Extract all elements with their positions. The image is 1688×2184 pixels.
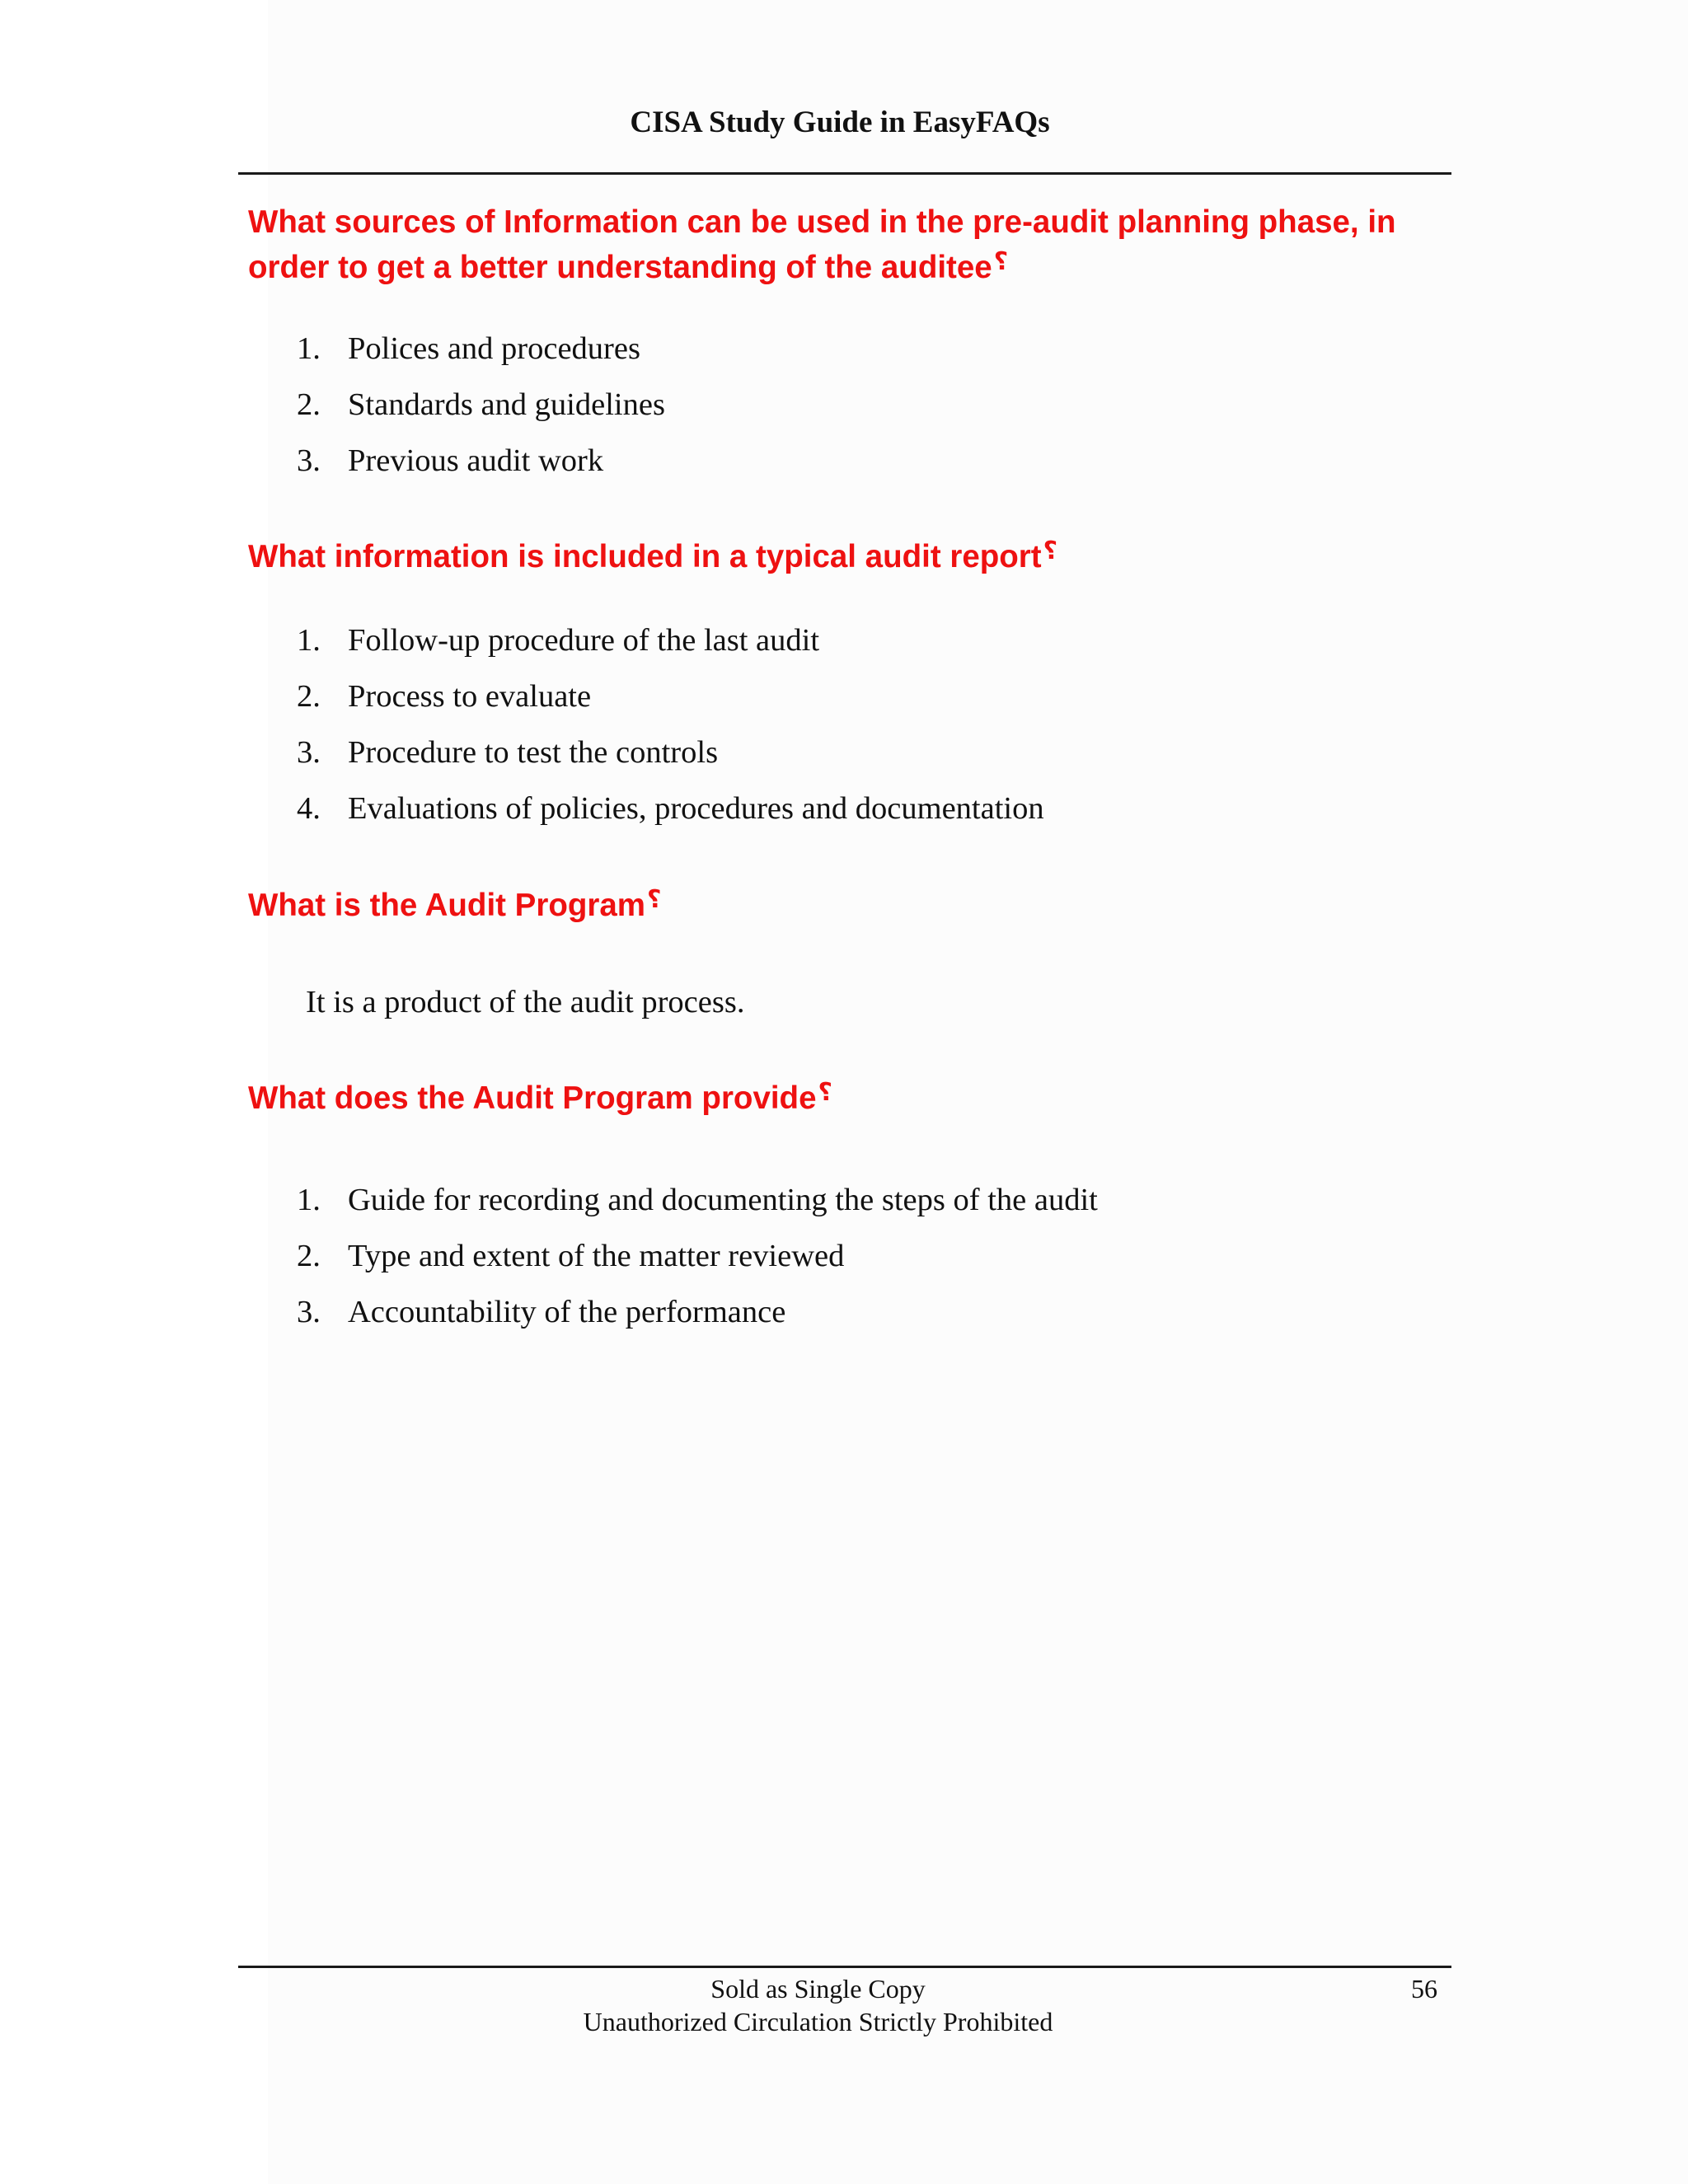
question-text: What does the Audit Program provide [248, 1080, 817, 1116]
list-item [297, 612, 1044, 668]
question-mark: ؟ [1043, 537, 1057, 565]
list-item-text: Type and extent of the matter reviewed [348, 1239, 845, 1273]
list-item-text: Accountability of the performance [348, 1295, 786, 1329]
list-item-text: Procedure to test the controls [348, 735, 719, 770]
list-item [297, 1172, 1098, 1228]
answer-paragraph: It is a product of the audit process. [306, 985, 745, 1019]
list-number: 2. [297, 679, 321, 714]
question-heading [248, 532, 1435, 577]
list-number: 4. [297, 791, 321, 826]
list-item [297, 1284, 1098, 1340]
list-item-text: Standards and guidelines [348, 387, 665, 422]
header-divider [238, 172, 1451, 175]
question-text: What sources of Information can be used in the pre-audit planning phase, in order to get a better understanding of the auditee [248, 204, 1396, 285]
question-mark: ؟ [818, 1079, 832, 1106]
list-item-text: Polices and procedures [348, 331, 640, 366]
list-item [297, 724, 1044, 780]
list-item-text: Previous audit work [348, 443, 604, 478]
page-number: 56 [1411, 1974, 1437, 2004]
page-header-title: CISA Study Guide in EasyFAQs [630, 105, 1050, 139]
list-item-text: Follow-up procedure of the last audit [348, 623, 820, 658]
question-mark: ؟ [646, 886, 662, 913]
list-number: 3. [297, 443, 321, 478]
list-item [297, 321, 665, 377]
question-heading [248, 880, 1435, 926]
list-number: 2. [297, 387, 321, 422]
answer-list [297, 321, 665, 489]
list-number: 1. [297, 331, 321, 366]
question-text: What information is included in a typical audit report [248, 539, 1042, 574]
list-item-text: Process to evaluate [348, 679, 592, 714]
answer-list [297, 612, 1044, 837]
list-number: 3. [297, 1295, 321, 1329]
footer-copy-notice: Sold as Single Copy [710, 1974, 926, 2004]
question-text: What is the Audit Program [248, 888, 645, 923]
list-number: 2. [297, 1239, 321, 1273]
question-heading [248, 1073, 1435, 1118]
list-number: 1. [297, 1183, 321, 1217]
list-item-text: Guide for recording and documenting the steps of the audit [348, 1183, 1098, 1217]
list-number: 1. [297, 623, 321, 658]
list-item [297, 780, 1044, 837]
question-mark: ؟ [993, 248, 1009, 275]
footer-divider [238, 1966, 1451, 1968]
answer-list [297, 1172, 1098, 1340]
list-item [297, 433, 665, 489]
list-number: 3. [297, 735, 321, 770]
list-item [297, 668, 1044, 724]
list-item [297, 377, 665, 433]
list-item [297, 1228, 1098, 1284]
list-item-text: Evaluations of policies, procedures and documentation [348, 791, 1044, 826]
footer-circulation-notice: Unauthorized Circulation Strictly Prohibited [583, 2007, 1053, 2036]
question-heading [248, 203, 1435, 288]
